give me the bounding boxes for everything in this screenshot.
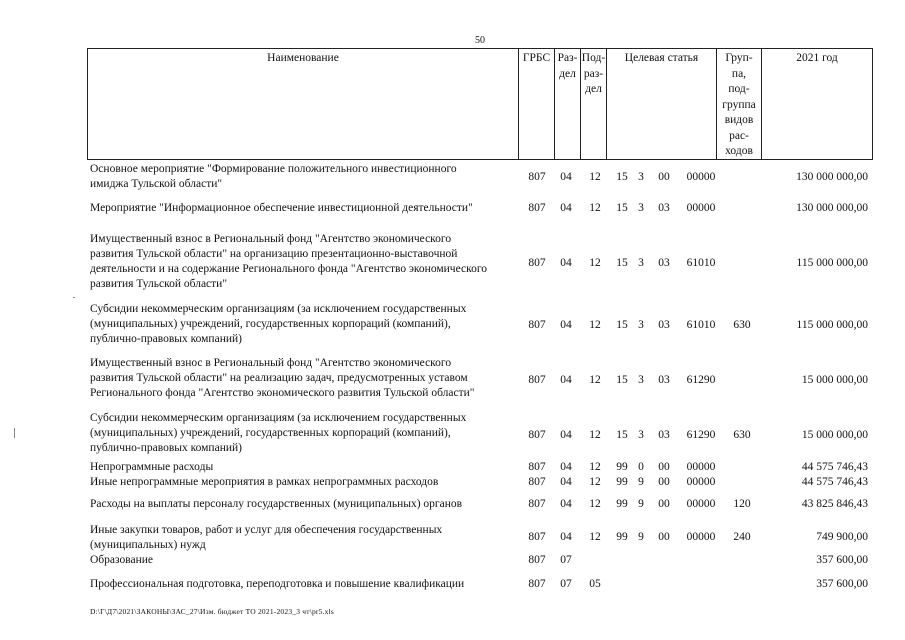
cell-cs-direction: 00 [658, 531, 670, 543]
cell-name: Субсидии некоммерческим организациям (за исключением государственных (муниципальных) учреждений, государственных корпораций (компаний), публично-правовых компаний) [90, 303, 467, 345]
cell-cs-direction: 00 [658, 461, 670, 473]
cell-name: Расходы на выплаты персоналу государственных (муниципальных) органов [90, 498, 463, 510]
cell-cs-subprogram: 3 [638, 429, 644, 441]
cell-name: Непрограммные расходы [90, 461, 214, 473]
cell-amount-2021: 44 575 746,43 [801, 461, 868, 473]
cell-amount-2021: 44 575 746,43 [801, 476, 868, 488]
cell-name: Иные закупки товаров, работ и услуг для обеспечения государственных (муниципальных) нужд [90, 524, 443, 551]
cell-cs-code: 00000 [686, 476, 716, 488]
cell-grbs: 807 [528, 171, 546, 183]
cell-podrazdel: 12 [589, 476, 601, 488]
cell-razdel: 04 [560, 171, 572, 183]
header-year: 2021 год [796, 52, 838, 64]
cell-vid-rashodov: 630 [733, 429, 751, 441]
cell-cs-program: 99 [616, 461, 628, 473]
cell-cs-program: 15 [616, 202, 628, 214]
cell-grbs: 807 [528, 476, 546, 488]
cell-name: Профессиональная подготовка, переподготовка и повышение квалификации [90, 578, 465, 590]
cell-name: Субсидии некоммерческим организациям (за исключением государственных (муниципальных) учреждений, государственных корпораций (компаний), публично-правовых компаний) [90, 412, 467, 454]
cell-cs-direction: 00 [658, 171, 670, 183]
cell-cs-direction: 03 [658, 374, 670, 386]
cell-cs-direction: 00 [658, 498, 670, 510]
cell-cs-program: 99 [616, 531, 628, 543]
cell-podrazdel: 12 [589, 429, 601, 441]
footer-file-path: D:\Г\Д7\2021\ЗАКОНЫ\ЗАС_27\Изм. бюджет ТО 2021-2023_3 чт\pr5.xls [90, 607, 335, 616]
cell-vid-rashodov: 120 [733, 498, 751, 510]
cell-cs-code: 61010 [686, 257, 716, 269]
cell-cs-code: 61010 [686, 319, 716, 331]
cell-cs-code: 00000 [686, 171, 716, 183]
cell-name: Имущественный взнос в Региональный фонд "Агентство экономического развития Тульской области" на организацию презентационно-выставочной деятельности и на содержание Регионального фонда "Агентство экономического развития Тульской области" [90, 233, 488, 290]
cell-cs-subprogram: 9 [638, 498, 644, 510]
cell-name: Основное мероприятие "Формирование положительного инвестиционного имиджа Тульской области" [90, 163, 457, 190]
cell-grbs: 807 [528, 578, 546, 590]
cell-razdel: 04 [560, 476, 572, 488]
cell-cs-code: 61290 [686, 429, 716, 441]
cell-grbs: 807 [528, 429, 546, 441]
cell-cs-program: 15 [616, 319, 628, 331]
cell-cs-program: 99 [616, 476, 628, 488]
cell-name: Мероприятие "Информационное обеспечение инвестиционной деятельности" [90, 202, 473, 214]
cell-amount-2021: 357 600,00 [816, 578, 868, 590]
cell-cs-code: 00000 [686, 498, 716, 510]
cell-amount-2021: 15 000 000,00 [801, 429, 868, 441]
header-grbs: ГРБС [519, 49, 555, 159]
cell-grbs: 807 [528, 531, 546, 543]
cell-vid-rashodov: 240 [733, 531, 751, 543]
page-number: 50 [475, 35, 485, 46]
cell-grbs: 807 [528, 554, 546, 566]
cell-amount-2021: 130 000 000,00 [796, 202, 868, 214]
cell-podrazdel: 12 [589, 202, 601, 214]
cell-razdel: 04 [560, 257, 572, 269]
cell-podrazdel: 12 [589, 374, 601, 386]
cell-cs-direction: 03 [658, 257, 670, 269]
cell-cs-code: 00000 [686, 461, 716, 473]
cell-cs-subprogram: 3 [638, 171, 644, 183]
cell-name: Образование [90, 554, 154, 566]
cell-cs-program: 15 [616, 257, 628, 269]
cell-amount-2021: 357 600,00 [816, 554, 868, 566]
cell-cs-program: 99 [616, 498, 628, 510]
cell-grbs: 807 [528, 319, 546, 331]
cell-razdel: 07 [560, 554, 572, 566]
cell-cs-program: 15 [616, 374, 628, 386]
header-celevaya: Целевая статья [607, 49, 717, 159]
cell-cs-direction: 00 [658, 476, 670, 488]
cell-amount-2021: 15 000 000,00 [801, 374, 868, 386]
header-gruppa: Груп- па, под- группа видов рас- ходов [717, 49, 762, 159]
table-header [87, 48, 873, 160]
cell-amount-2021: 749 900,00 [816, 531, 868, 543]
header-podrazdel: Под- раз- дел [581, 49, 607, 159]
cell-cs-subprogram: 9 [638, 531, 644, 543]
cell-grbs: 807 [528, 498, 546, 510]
cell-amount-2021: 130 000 000,00 [796, 171, 868, 183]
cell-podrazdel: 12 [589, 257, 601, 269]
cell-razdel: 07 [560, 578, 572, 590]
header-razdel: Раз- дел [555, 49, 581, 159]
cell-razdel: 04 [560, 429, 572, 441]
cell-cs-code: 00000 [686, 531, 716, 543]
cell-razdel: 04 [560, 498, 572, 510]
cell-razdel: 04 [560, 461, 572, 473]
cell-cs-subprogram: 3 [638, 257, 644, 269]
cell-cs-program: 15 [616, 429, 628, 441]
cell-razdel: 04 [560, 319, 572, 331]
cell-cs-code: 61290 [686, 374, 716, 386]
cell-grbs: 807 [528, 202, 546, 214]
cell-amount-2021: 115 000 000,00 [796, 257, 868, 269]
cell-cs-subprogram: 3 [638, 319, 644, 331]
cell-razdel: 04 [560, 531, 572, 543]
scan-mark [14, 428, 15, 438]
cell-podrazdel: 12 [589, 171, 601, 183]
cell-grbs: 807 [528, 374, 546, 386]
cell-amount-2021: 43 825 846,43 [801, 498, 868, 510]
scan-mark [73, 297, 75, 298]
cell-vid-rashodov: 630 [733, 319, 751, 331]
cell-razdel: 04 [560, 374, 572, 386]
cell-name: Иные непрограммные мероприятия в рамках непрограммных расходов [90, 476, 439, 488]
cell-podrazdel: 12 [589, 498, 601, 510]
cell-amount-2021: 115 000 000,00 [796, 319, 868, 331]
cell-cs-subprogram: 9 [638, 476, 644, 488]
cell-cs-code: 00000 [686, 202, 716, 214]
cell-podrazdel: 12 [589, 531, 601, 543]
cell-grbs: 807 [528, 257, 546, 269]
cell-cs-subprogram: 0 [638, 461, 644, 473]
cell-cs-direction: 03 [658, 429, 670, 441]
cell-cs-direction: 03 [658, 319, 670, 331]
header-name: Наименование [88, 49, 519, 159]
cell-podrazdel: 05 [589, 578, 601, 590]
cell-cs-direction: 03 [658, 202, 670, 214]
cell-podrazdel: 12 [589, 461, 601, 473]
cell-razdel: 04 [560, 202, 572, 214]
cell-cs-program: 15 [616, 171, 628, 183]
cell-cs-subprogram: 3 [638, 374, 644, 386]
cell-name: Имущественный взнос в Региональный фонд "Агентство экономического развития Тульской области" на реализацию задач, предусмотренных уставом Регионального фонда "Агентство экономического развития Тульской области" [90, 357, 475, 399]
cell-podrazdel: 12 [589, 319, 601, 331]
cell-grbs: 807 [528, 461, 546, 473]
cell-cs-subprogram: 3 [638, 202, 644, 214]
